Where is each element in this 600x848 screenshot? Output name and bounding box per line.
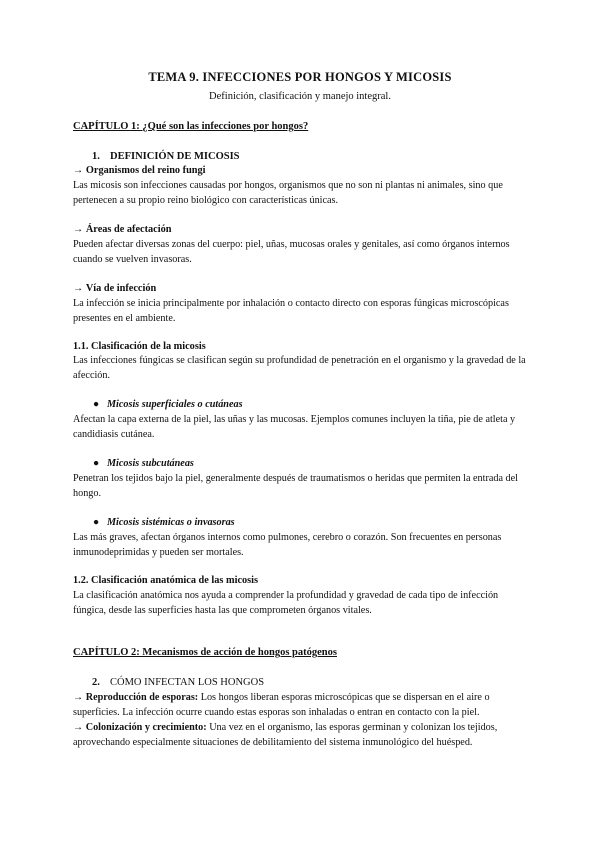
- via-heading: [73, 281, 156, 296]
- section-2-heading: [92, 675, 264, 690]
- arrow-icon: →: [73, 165, 84, 176]
- organismos-label: Organismos del reino fungi: [85, 165, 206, 176]
- bullet-icon: ●: [93, 517, 100, 528]
- arrow-icon: →: [73, 224, 84, 235]
- section-2-number: 2.: [92, 677, 100, 688]
- reproduccion-text: Los hongos liberan esporas microscópicas que se dispersan en el aire o superficies. La infección ocurre cuando estas esporas son inhaladas o entran en contacto con la piel.: [73, 692, 490, 719]
- anatomica-heading: 1.2. Clasificación anatómica de las micosis: [73, 575, 259, 586]
- clasificacion-heading: 1.1. Clasificación de la micosis: [73, 341, 206, 352]
- subcutaneas-paragraph: Penetran los tejidos bajo la piel, generalmente después de traumatismos o heridas que permiten la entrada del hongo.: [73, 473, 518, 500]
- bullet-subcutaneas: [93, 456, 194, 471]
- superficiales-label: Micosis superficiales o cutáneas: [107, 399, 243, 410]
- arrow-icon: →: [73, 692, 84, 703]
- organismos-heading: [73, 163, 206, 178]
- areas-label: Áreas de afectación: [85, 224, 172, 235]
- chapter-2-heading: CAPÍTULO 2: Mecanismos de acción de hongos patógenos: [73, 647, 337, 658]
- section-1-heading: [92, 149, 240, 164]
- organismos-paragraph: Las micosis son infecciones causadas por hongos, organismos que no son ni plantas ni animales, sino que pertenecen a su propio reino biológico con características únicas.: [73, 180, 503, 207]
- areas-paragraph: Pueden afectar diversas zonas del cuerpo: piel, uñas, mucosas orales y genitales, así como órganos internos cuando se vuelven invasoras.: [73, 239, 510, 266]
- section-1-number: 1.: [92, 151, 100, 162]
- bullet-superficiales: [93, 397, 243, 412]
- section-2-label: CÓMO INFECTAN LOS HONGOS: [110, 677, 265, 688]
- reproduccion-label: Reproducción de esporas:: [85, 692, 199, 703]
- superficiales-paragraph: Afectan la capa externa de la piel, las uñas y las mucosas. Ejemplos comunes incluyen la tiña, pie de atleta y candidiasis cutánea.: [73, 414, 516, 441]
- section-1-label: DEFINICIÓN DE MICOSIS: [110, 151, 240, 162]
- via-paragraph: La infección se inicia principalmente por inhalación o contacto directo con esporas fúngicas microscópicas presentes en el ambiente.: [73, 298, 509, 325]
- colonizacion-text: Una vez en el organismo, las esporas germinan y colonizan los tejidos, aprovechando especialmente situaciones de debilitamiento del sistema inmunológico del huésped.: [73, 722, 498, 749]
- sistemicas-paragraph: Las más graves, afectan órganos internos como pulmones, cerebro o corazón. Son frecuentes en personas inmunodeprimidas y pueden ser mortales.: [73, 532, 502, 559]
- bullet-icon: ●: [93, 399, 100, 410]
- colonizacion-paragraph: [73, 720, 528, 750]
- anatomica-paragraph: La clasificación anatómica nos ayuda a comprender la profundidad y gravedad de cada tipo de infección fúngica, desde las superficies hasta las que comprometen órganos vitales.: [73, 590, 499, 617]
- bullet-sistemicas: [93, 515, 235, 530]
- subcutaneas-label: Micosis subcutáneas: [107, 458, 194, 469]
- colonizacion-label: Colonización y crecimiento:: [85, 722, 207, 733]
- arrow-icon: →: [73, 722, 84, 733]
- sistemicas-label: Micosis sistémicas o invasoras: [107, 517, 235, 528]
- document-title: TEMA 9. INFECCIONES POR HONGOS Y MICOSIS: [148, 70, 452, 84]
- via-label: Vía de infección: [85, 283, 157, 294]
- areas-heading: [73, 222, 171, 237]
- arrow-icon: →: [73, 283, 84, 294]
- clasificacion-paragraph: Las infecciones fúngicas se clasifican según su profundidad de penetración en el organismo y la gravedad de la afección.: [73, 355, 526, 382]
- document-subtitle: Definición, clasificación y manejo integral.: [209, 91, 391, 102]
- reproduccion-paragraph: [73, 690, 528, 720]
- bullet-icon: ●: [93, 458, 100, 469]
- chapter-1-heading: CAPÍTULO 1: ¿Qué son las infecciones por hongos?: [73, 121, 309, 132]
